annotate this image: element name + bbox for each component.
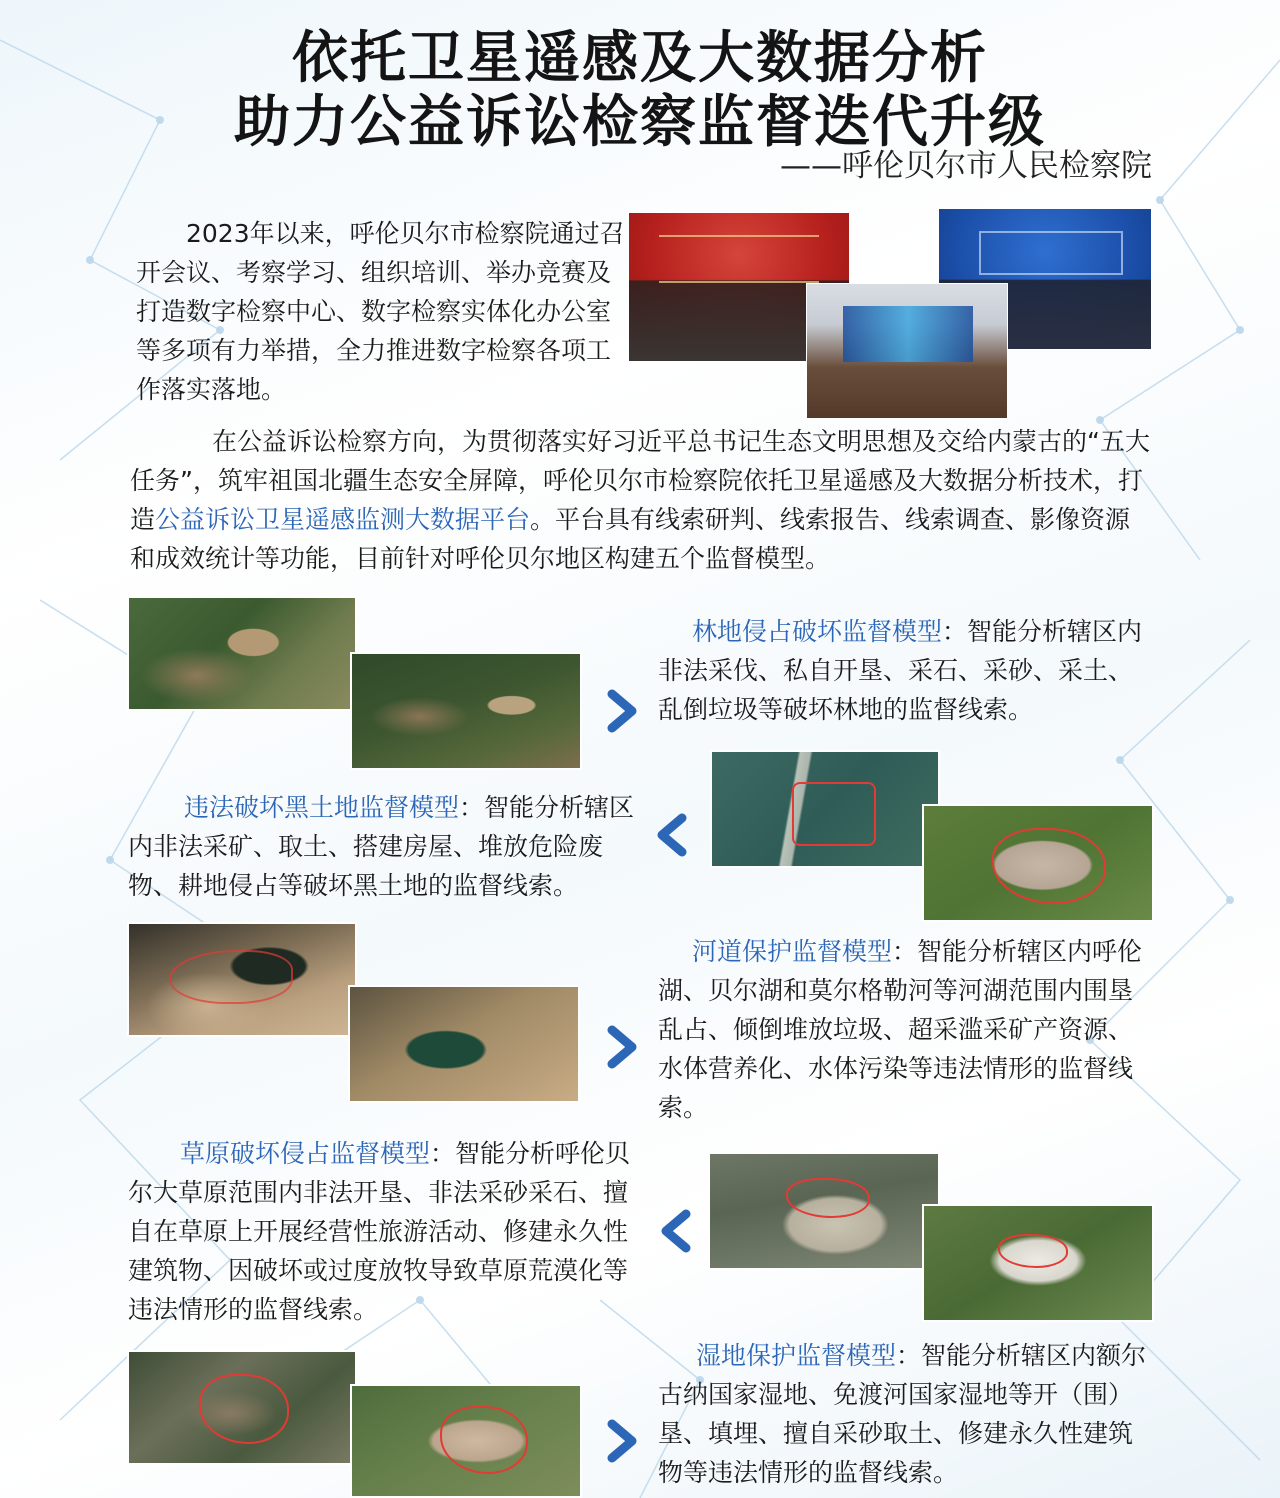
page-title-line-2: 助力公益诉讼检察监督迭代升级 bbox=[234, 90, 1046, 155]
grassland-satellite-image-before bbox=[708, 1152, 940, 1270]
forest-satellite-image-before bbox=[127, 596, 357, 711]
platform-name-highlight: 公益诉讼卫星遥感监测大数据平台 bbox=[155, 505, 531, 534]
river-satellite-image-before bbox=[127, 922, 357, 1037]
chevron-right-icon bbox=[602, 1418, 642, 1464]
platform-paragraph-after: 。平台具有线索研判、线索报告、线索调查、影像资源和成效统计等功能，目前针对呼伦贝尔地区构建五个监督模型。 bbox=[130, 505, 1131, 573]
black-soil-satellite-image-before bbox=[710, 750, 940, 868]
model-black-soil-desc: ：智能分析辖区内非法采矿、取土、搭建房屋、堆放危险废物、耕地侵占等破坏黑土地的监督线索。 bbox=[128, 793, 635, 900]
model-black-soil bbox=[128, 788, 642, 905]
violation-outline bbox=[199, 1374, 289, 1444]
violation-outline bbox=[440, 1406, 528, 1474]
wetland-satellite-image-after bbox=[350, 1384, 582, 1498]
model-forest-name: 林地侵占破坏监督模型 bbox=[692, 617, 943, 646]
chevron-right-icon bbox=[602, 1024, 642, 1070]
intro-paragraph: 2023年以来，呼伦贝尔市检察院通过召开会议、考察学习、组织培训、举办竞赛及打造数字检察中心、数字检察实体化办公室等多项有力举措，全力推进数字检察各项工作落实落地。 bbox=[136, 219, 625, 404]
platform-paragraph-before: 在公益诉讼检察方向，为贯彻落实好习近平总书记生态文明思想及交给内蒙古的“五大任务”，筑牢祖国北疆生态安全屏障，呼伦贝尔市检察院依托卫星遥感及大数据分析技术，打造 bbox=[130, 427, 1150, 534]
grassland-satellite-image-after bbox=[922, 1204, 1154, 1322]
black-soil-satellite-image-after bbox=[922, 804, 1154, 922]
violation-outline bbox=[992, 828, 1106, 904]
model-grassland-desc: ：智能分析呼伦贝尔大草原范围内非法开垦、非法采砂采石、擅自在草原上开展经营性旅游活动、修建永久性建筑物、因破坏或过度放牧导致草原荒漠化等违法情形的监督线索。 bbox=[128, 1139, 631, 1324]
violation-outline bbox=[998, 1234, 1068, 1268]
chevron-left-icon bbox=[656, 1208, 696, 1254]
model-forest-desc: ：智能分析辖区内非法采伐、私自开垦、采石、采砂、采土、乱倒垃圾等破坏林地的监督线索。 bbox=[658, 617, 1143, 724]
model-wetland bbox=[658, 1336, 1152, 1492]
byline: ——呼伦贝尔市人民检察院 bbox=[780, 148, 1152, 184]
chevron-left-icon bbox=[652, 812, 692, 858]
model-river-desc: ：智能分析辖区内呼伦湖、贝尔湖和莫尔格勒河等河湖范围内围垦乱占、倾倒堆放垃圾、超采滥采矿产资源、水体营养化、水体污染等违法情形的监督线索。 bbox=[658, 937, 1143, 1122]
page-title-line-1: 依托卫星遥感及大数据分析 bbox=[292, 26, 988, 91]
model-river bbox=[658, 932, 1152, 1127]
forest-satellite-image-after bbox=[350, 652, 582, 770]
violation-outline bbox=[786, 1178, 870, 1218]
meeting-room-photo bbox=[806, 283, 1008, 419]
model-grassland bbox=[128, 1134, 642, 1329]
river-satellite-image-after bbox=[348, 985, 580, 1103]
platform-paragraph bbox=[130, 422, 1152, 578]
model-grassland-name: 草原破坏侵占监督模型 bbox=[180, 1139, 431, 1168]
model-river-name: 河道保护监督模型 bbox=[692, 937, 893, 966]
violation-outline bbox=[792, 782, 876, 846]
model-wetland-desc: ：智能分析辖区内额尔古纳国家湿地、免渡河国家湿地等开（围）垦、填埋、擅自采砂取土、修建永久性建筑物等违法情形的监督线索。 bbox=[658, 1341, 1147, 1487]
wetland-satellite-image-before bbox=[127, 1350, 357, 1465]
model-wetland-name: 湿地保护监督模型 bbox=[696, 1341, 897, 1370]
violation-outline bbox=[169, 950, 293, 1004]
model-forest bbox=[658, 612, 1152, 729]
chevron-right-icon bbox=[602, 688, 642, 734]
model-black-soil-name: 违法破坏黑土地监督模型 bbox=[184, 793, 460, 822]
